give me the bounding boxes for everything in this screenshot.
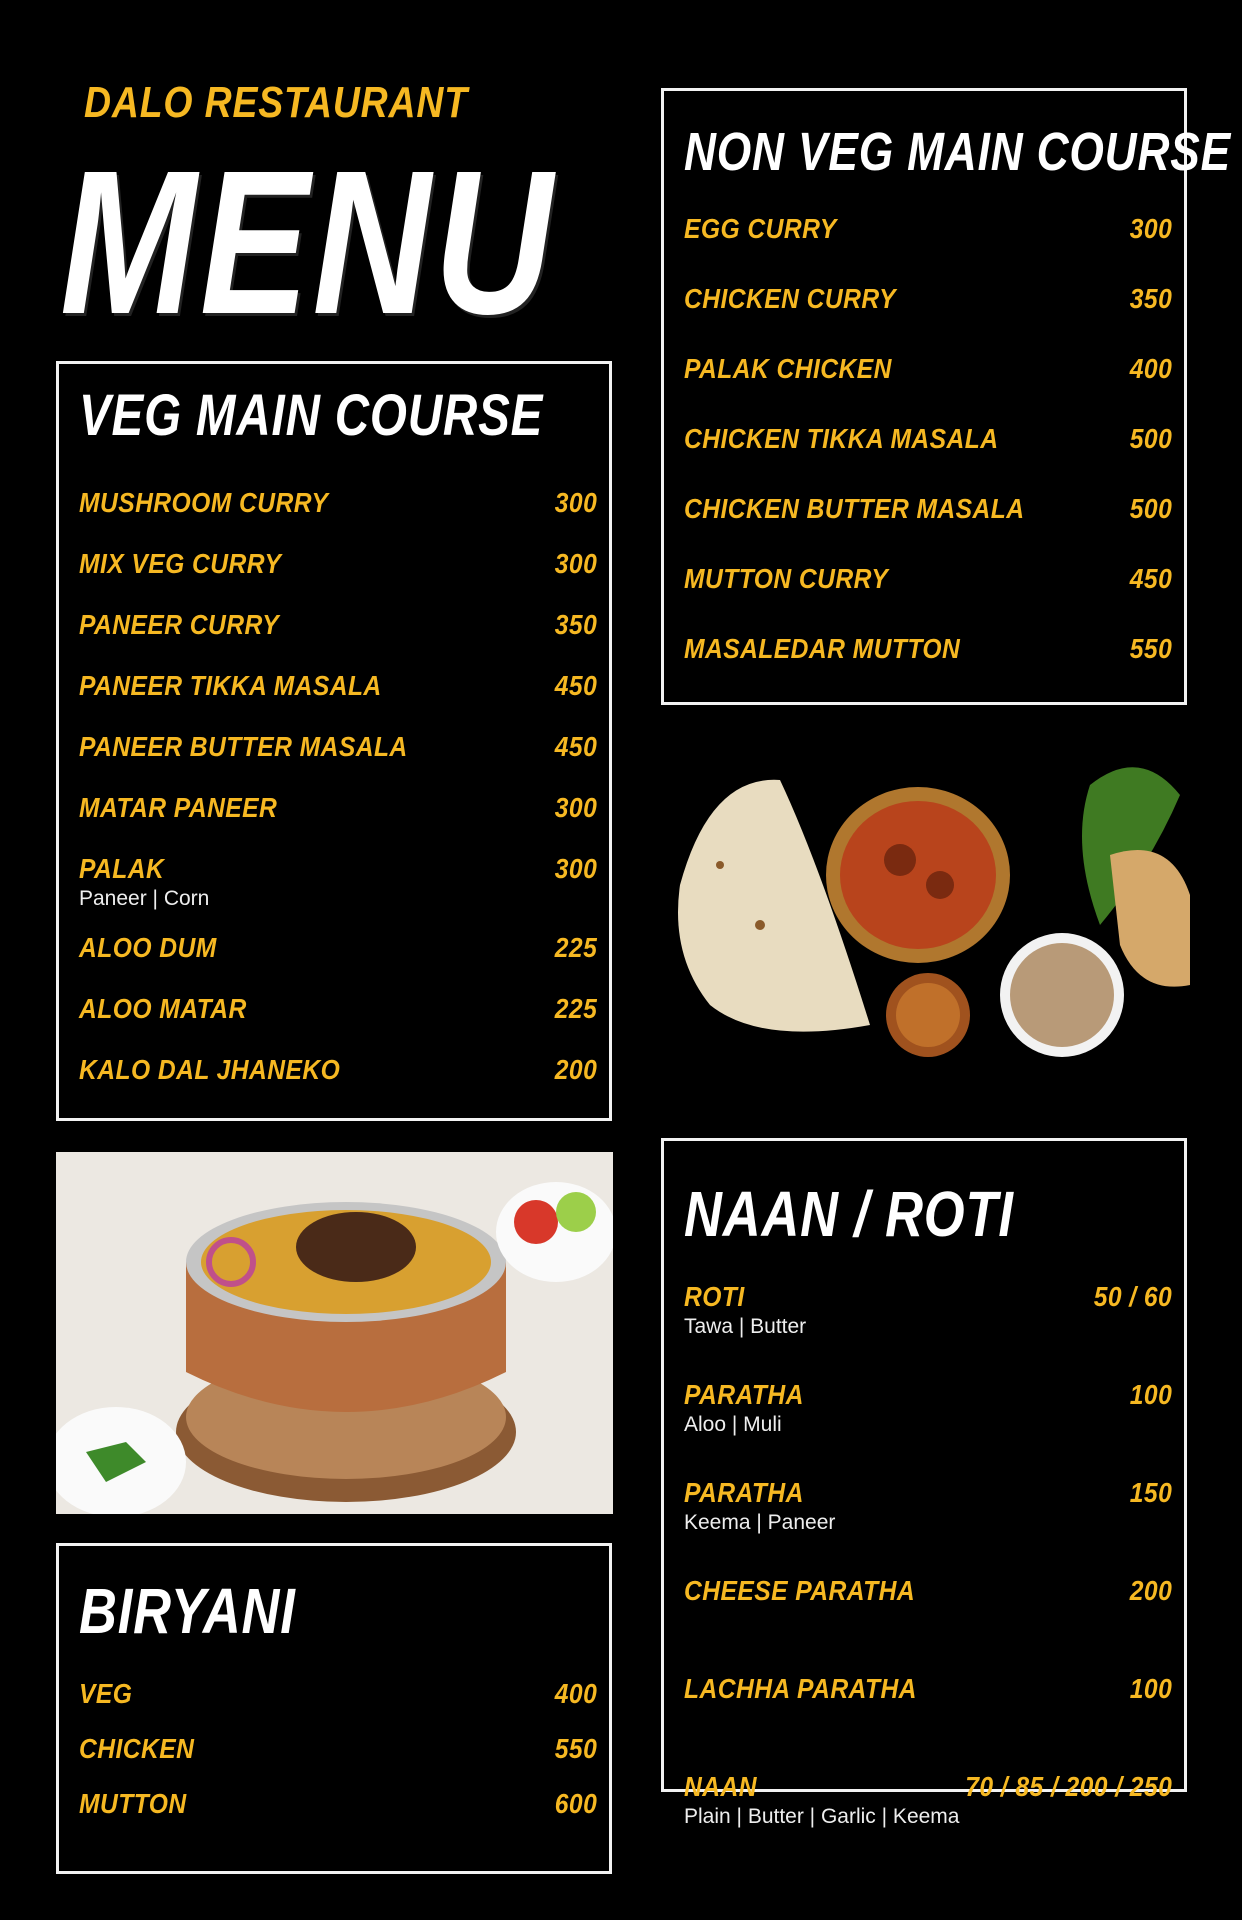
item-variants: Keema | Paneer [684, 1511, 836, 1534]
menu-item [79, 1788, 597, 1843]
menu-item-row [684, 1379, 1172, 1411]
item-name: MUTTON CURRY [684, 563, 889, 594]
menu-item-row [684, 353, 1172, 385]
menu-item-row [684, 493, 1172, 525]
menu-item [684, 1379, 1172, 1477]
item-name: MUTTON [79, 1788, 187, 1819]
item-name: KALO DAL JHANEKO [79, 1054, 341, 1085]
item-price: 300 [554, 792, 597, 823]
item-price: 600 [554, 1788, 597, 1819]
menu-item-row [79, 731, 597, 763]
menu-item-row [79, 932, 597, 964]
item-price: 350 [1129, 283, 1172, 314]
restaurant-name: DALO RESTAURANT [84, 78, 468, 127]
menu-item [684, 1673, 1172, 1771]
menu-item-row [79, 670, 597, 702]
item-name: NAAN [684, 1771, 757, 1802]
item-price: 150 [1129, 1477, 1172, 1508]
menu-item [79, 609, 597, 670]
menu-item [79, 792, 597, 853]
menu-item-row [684, 213, 1172, 245]
item-name: CHEESE PARATHA [684, 1575, 916, 1606]
menu-item [684, 423, 1172, 493]
item-variants: Plain | Butter | Garlic | Keema [684, 1805, 960, 1828]
menu-item [79, 1678, 597, 1733]
item-price: 225 [554, 993, 597, 1024]
item-name: PALAK [79, 853, 165, 884]
menu-item [684, 1771, 1172, 1869]
menu-item-row [684, 1673, 1172, 1705]
item-name: EGG CURRY [684, 213, 837, 244]
menu-item [79, 487, 597, 548]
item-price: 550 [1129, 633, 1172, 664]
menu-item [79, 1733, 597, 1788]
menu-item [79, 731, 597, 792]
menu-item-row [684, 1477, 1172, 1509]
nonveg-section [661, 88, 1231, 705]
menu-item-row [684, 633, 1172, 665]
item-price: 500 [1129, 493, 1172, 524]
item-name: ALOO MATAR [79, 993, 247, 1024]
item-price: 550 [554, 1733, 597, 1764]
item-name: CHICKEN BUTTER MASALA [684, 493, 1025, 524]
menu-item-row [684, 423, 1172, 455]
item-price: 100 [1129, 1673, 1172, 1704]
item-price: 450 [554, 731, 597, 762]
veg-section-title: VEG MAIN COURSE [79, 383, 544, 448]
biryani-image [56, 1152, 613, 1514]
item-name: PARATHA [684, 1379, 804, 1410]
item-name: ROTI [684, 1281, 745, 1312]
menu-item-row [684, 1575, 1172, 1607]
menu-item [79, 1054, 597, 1115]
item-price: 300 [1129, 213, 1172, 244]
item-price: 200 [1129, 1575, 1172, 1606]
menu-item [79, 932, 597, 993]
menu-item [684, 493, 1172, 563]
item-name: PANEER CURRY [79, 609, 280, 640]
menu-item [79, 853, 597, 932]
item-price: 100 [1129, 1379, 1172, 1410]
menu-item [684, 283, 1172, 353]
menu-item [684, 353, 1172, 423]
menu-title: MENU [60, 128, 556, 357]
item-name: MASALEDAR MUTTON [684, 633, 961, 664]
menu-item [79, 670, 597, 731]
item-name: MUSHROOM CURRY [79, 487, 329, 518]
item-name: MIX VEG CURRY [79, 548, 282, 579]
item-variants: Aloo | Muli [684, 1413, 782, 1436]
menu-item-row [79, 993, 597, 1025]
item-price: 450 [1129, 563, 1172, 594]
menu-item-row [79, 1678, 597, 1710]
menu-item-row [79, 548, 597, 580]
item-price: 400 [1129, 353, 1172, 384]
menu-item-row [684, 563, 1172, 595]
menu-item [684, 213, 1172, 283]
menu-item-row [79, 853, 597, 885]
item-name: LACHHA PARATHA [684, 1673, 917, 1704]
item-name: CHICKEN [79, 1733, 195, 1764]
item-price: 500 [1129, 423, 1172, 454]
item-name: PANEER TIKKA MASALA [79, 670, 382, 701]
menu-item [684, 1575, 1172, 1673]
item-name: MATAR PANEER [79, 792, 278, 823]
naan-roti-section-title: NAAN / ROTI [684, 1178, 1014, 1250]
veg-section [56, 361, 612, 1121]
nonveg-section-title: NON VEG MAIN COURSE [684, 122, 1231, 182]
item-price: 50 / 60 [1093, 1281, 1172, 1312]
item-price: 300 [554, 487, 597, 518]
biryani-section [56, 1543, 612, 1874]
item-price: 450 [554, 670, 597, 701]
menu-item [79, 548, 597, 609]
item-price: 300 [554, 853, 597, 884]
biryani-section-title: BIRYANI [79, 1575, 296, 1647]
item-variants: Tawa | Butter [684, 1315, 807, 1338]
menu-item-row [79, 487, 597, 519]
menu-item [684, 1281, 1172, 1379]
item-price: 200 [554, 1054, 597, 1085]
menu-item [79, 993, 597, 1054]
menu-item [684, 563, 1172, 633]
menu-item-row [79, 1733, 597, 1765]
item-variants: Paneer | Corn [79, 887, 210, 910]
menu-item-row [79, 1054, 597, 1086]
item-name: PARATHA [684, 1477, 804, 1508]
menu-item-row [684, 1281, 1172, 1313]
naan-roti-section [661, 1138, 1187, 1828]
item-price: 300 [554, 548, 597, 579]
item-name: PALAK CHICKEN [684, 353, 892, 384]
item-price: 70 / 85 / 200 / 250 [964, 1771, 1172, 1802]
item-name: CHICKEN CURRY [684, 283, 896, 314]
menu-item-row [79, 1788, 597, 1820]
menu-item-row [684, 1771, 1172, 1803]
menu-item-row [79, 792, 597, 824]
item-name: VEG [79, 1678, 133, 1709]
item-name: CHICKEN TIKKA MASALA [684, 423, 999, 454]
item-price: 350 [554, 609, 597, 640]
menu-item-row [684, 283, 1172, 315]
menu-item [684, 633, 1172, 703]
menu-item [684, 1477, 1172, 1575]
item-price: 400 [554, 1678, 597, 1709]
menu-item-row [79, 609, 597, 641]
item-price: 225 [554, 932, 597, 963]
item-name: PANEER BUTTER MASALA [79, 731, 408, 762]
curry-naan-image [670, 745, 1190, 1070]
item-name: ALOO DUM [79, 932, 217, 963]
